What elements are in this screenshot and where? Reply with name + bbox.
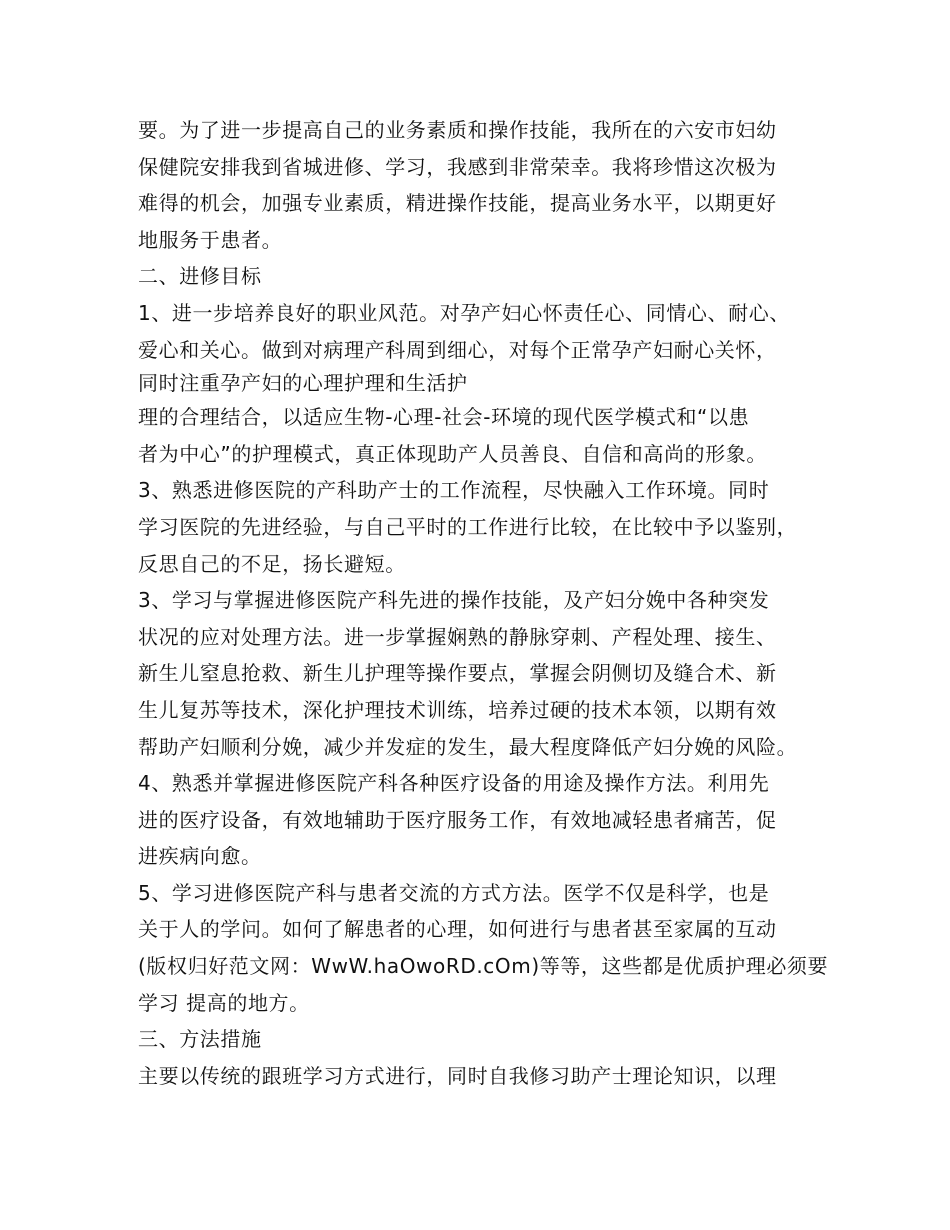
- paragraph-line: 爱心和关心。做到对病理产科周到细心，对每个正常孕产妇耐心关怀，: [138, 337, 777, 362]
- paragraph-line: 3、学习与掌握进修医院产科先进的操作技能，及产妇分娩中各种突发: [138, 588, 770, 613]
- paragraph-line: 要。为了进一步提高自己的业务素质和操作技能，我所在的六安市妇幼: [138, 118, 777, 142]
- section-heading: 二、进修目标: [138, 264, 262, 289]
- paragraph-line: 反思自己的不足，扬长避短。: [138, 551, 406, 576]
- paragraph-line: 3、熟悉进修医院的产科助产士的工作流程，尽快融入工作环境。同时: [138, 478, 770, 503]
- paragraph-line: 进的医疗设备，有效地辅助于医疗服务工作，有效地减轻患者痛苦，促: [138, 807, 777, 832]
- paragraph-line: 状况的应对处理方法。进一步掌握娴熟的静脉穿刺、产程处理、接生、: [138, 624, 777, 649]
- paragraph-line: 4、熟悉并掌握进修医院产科各种医疗设备的用途及操作方法。利用先: [138, 771, 770, 796]
- paragraph-line: 理的合理结合，以适应生物-心理-社会-环境的现代医学模式和“以患: [138, 405, 750, 430]
- document-body: [138, 112, 838, 1094]
- paragraph-line: 帮助产妇顺利分娩，减少并发症的发生，最大程度降低产妇分娩的风险。: [138, 734, 798, 759]
- paragraph-line: 关于人的学问。如何了解患者的心理，如何进行与患者甚至家属的互动: [138, 917, 777, 942]
- paragraph-line: 地服务于患者。: [138, 227, 283, 252]
- section-heading: 三、方法措施: [138, 1027, 262, 1052]
- paragraph-line: 5、学习进修医院产科与患者交流的方式方法。医学不仅是科学，也是: [138, 880, 770, 905]
- paragraph-line: 新生儿窒息抢救、新生儿护理等操作要点，掌握会阴侧切及缝合术、新: [138, 661, 777, 686]
- paragraph-line: 1、进一步培养良好的职业风范。对孕产妇心怀责任心、同情心、耐心、: [138, 300, 790, 325]
- paragraph-line: 主要以传统的跟班学习方式进行，同时自我修习助产士理论知识，以理: [138, 1063, 777, 1088]
- paragraph-line: 学习医院的先进经验，与自己平时的工作进行比较，在比较中予以鉴别，: [138, 514, 798, 539]
- paragraph-line: 者为中心”的护理模式，真正体现助产人员善良、自信和高尚的形象。: [138, 441, 767, 466]
- paragraph-line: 生儿复苏等技术，深化护理技术训练，培养过硬的技术本领，以期有效: [138, 697, 777, 722]
- paragraph-line: (版权归好范文网：WwW.haOwoRD.cOm)等等，这些都是优质护理必须要: [138, 954, 829, 979]
- paragraph-line: 保健院安排我到省城进修、学习，我感到非常荣幸。我将珍惜这次极为: [138, 154, 777, 179]
- paragraph-line: 学习 提高的地方。: [138, 990, 310, 1015]
- paragraph-line: 难得的机会，加强专业素质，精进操作技能，提高业务水平，以期更好: [138, 191, 777, 216]
- paragraph-line: 进疾病向愈。: [138, 844, 262, 869]
- paragraph-line: 同时注重孕产妇的心理护理和生活护: [138, 371, 468, 396]
